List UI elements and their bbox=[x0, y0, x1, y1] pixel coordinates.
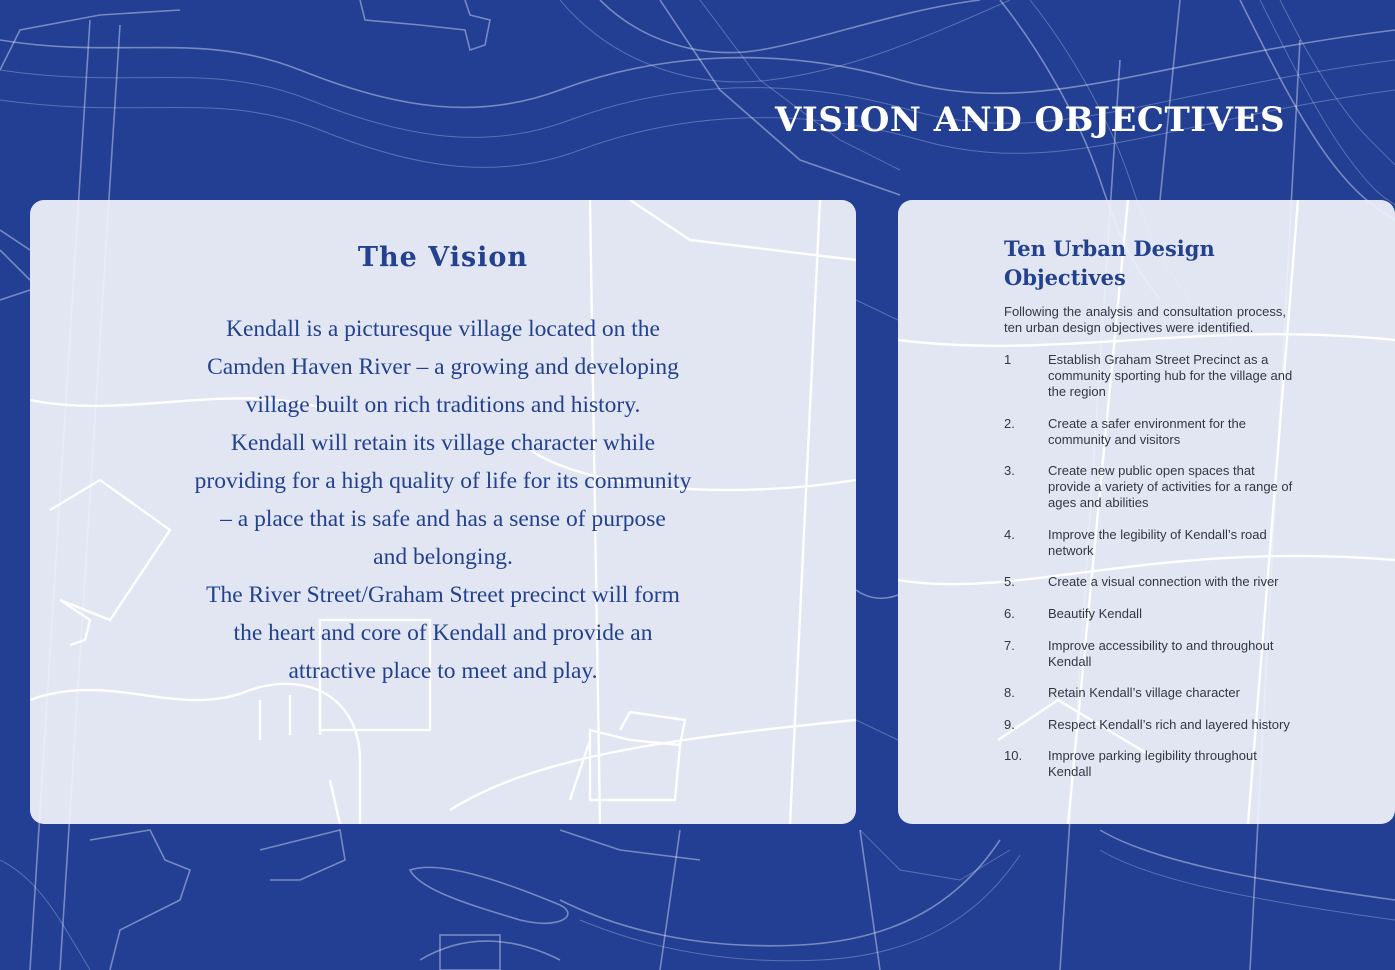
objective-text: Create new public open spaces that provide a variety of activities for a range of ages and abilities bbox=[1048, 463, 1293, 511]
objective-item bbox=[1004, 606, 1294, 622]
objective-text: Improve the legibility of Kendall’s road network bbox=[1048, 526, 1267, 558]
objective-text: Establish Graham Street Precinct as a community sporting hub for the village and the region bbox=[1048, 352, 1293, 399]
objective-number: 8. bbox=[1004, 685, 1015, 701]
objective-text: Create a visual connection with the river bbox=[1048, 574, 1279, 590]
objective-item bbox=[1004, 463, 1294, 511]
objective-number: 3. bbox=[1004, 463, 1015, 479]
objective-number: 1 bbox=[1004, 352, 1012, 367]
objective-item bbox=[1004, 748, 1294, 780]
objective-item bbox=[1004, 416, 1294, 448]
objective-text: Respect Kendall’s rich and layered history bbox=[1048, 716, 1290, 732]
objectives-list bbox=[1004, 352, 1294, 796]
vision-line: providing for a high quality of life for its community bbox=[194, 468, 692, 494]
objective-text: Improve accessibility to and throughout Kendall bbox=[1048, 637, 1274, 669]
objective-number: 10. bbox=[1004, 748, 1023, 764]
objective-item bbox=[1004, 574, 1294, 590]
vision-line: village built on rich traditions and history. bbox=[245, 392, 641, 418]
objective-item bbox=[1004, 527, 1294, 559]
objectives-panel bbox=[898, 200, 1395, 824]
objectives-heading: Ten Urban Design Objectives bbox=[1004, 236, 1215, 290]
vision-line: – a place that is safe and has a sense of purpose bbox=[220, 506, 666, 532]
vision-line: and belonging. bbox=[373, 544, 513, 570]
objective-text: Retain Kendall’s village character bbox=[1048, 685, 1240, 701]
objective-item bbox=[1004, 717, 1294, 733]
vision-statement bbox=[130, 310, 756, 690]
vision-line: Kendall will retain its village character while bbox=[230, 430, 656, 456]
objective-number: 4. bbox=[1004, 526, 1015, 542]
vision-heading: The Vision bbox=[357, 242, 529, 273]
vision-line: the heart and core of Kendall and provide an bbox=[233, 620, 653, 646]
objective-number: 2. bbox=[1004, 415, 1015, 431]
vision-line: The River Street/Graham Street precinct will form bbox=[206, 582, 680, 608]
objective-number: 9. bbox=[1004, 716, 1015, 732]
vision-panel bbox=[30, 200, 856, 824]
objective-text: Create a safer environment for the community and visitors bbox=[1048, 415, 1246, 447]
objective-number: 6. bbox=[1004, 605, 1015, 621]
vision-line: Kendall is a picturesque village located on the bbox=[226, 316, 660, 342]
objective-text: Beautify Kendall bbox=[1048, 605, 1142, 621]
objectives-intro: Following the analysis and consultation process, ten urban design objectives were identified. bbox=[1004, 304, 1286, 335]
objective-number: 5. bbox=[1004, 574, 1015, 590]
objective-number: 7. bbox=[1004, 637, 1015, 653]
page-title: VISION AND OBJECTIVES bbox=[774, 100, 1285, 140]
vision-line: Camden Haven River – a growing and developing bbox=[207, 354, 679, 380]
vision-line: attractive place to meet and play. bbox=[288, 658, 598, 684]
objective-item bbox=[1004, 685, 1294, 701]
objective-text: Improve parking legibility throughout Kendall bbox=[1048, 748, 1257, 780]
objective-item bbox=[1004, 352, 1294, 400]
objective-item bbox=[1004, 638, 1294, 670]
